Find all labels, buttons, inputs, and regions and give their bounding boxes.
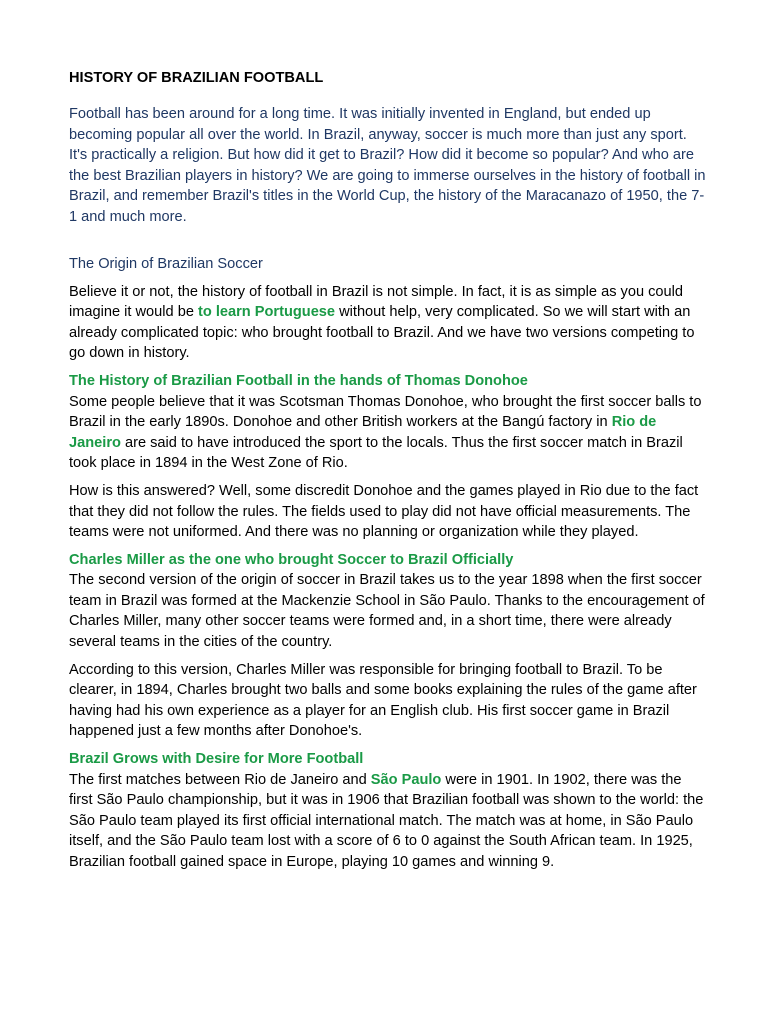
learn-portuguese-link[interactable]: to learn Portuguese <box>198 304 336 321</box>
rio-de-janeiro-link[interactable]: Rio de Janeiro <box>69 414 657 451</box>
document-page <box>69 68 709 880</box>
origin-text-end: without help, very complicated. So we will start with an already complicated topic: who brought football to Brazil. And we have two versions competing to go down in history. <box>69 304 695 362</box>
donohoe-paragraph-1 <box>69 392 709 474</box>
origin-text-start: Believe it or not, the history of football in Brazil is not simple. In fact, it is as simple as you could imagine it would be <box>69 283 684 321</box>
miller-paragraph-2: According to this version, Charles Miller was responsible for bringing football to Brazil. To be clearer, in 1894, Charles brought two balls and some books explaining the rules of the game after having had his own experience as a player for an English club. His first soccer game in Brazil happened just a few months after Donohoe's. <box>69 661 697 740</box>
donohoe-subheading: The History of Brazilian Football in the hands of Thomas Donohoe <box>69 372 528 389</box>
growth-subheading: Brazil Grows with Desire for More Football <box>69 751 364 768</box>
growth-paragraph <box>69 770 709 873</box>
donohoe-text-start: Some people believe that it was Scotsman Thomas Donohoe, who brought the first soccer balls to Brazil in the early 1890s. Donohoe and other British workers at the Bangú factory in <box>69 393 702 431</box>
donohoe-text-end: are said to have introduced the sport to the locals. Thus the first soccer match in Brazil took place in 1894 in the West Zone of Rio. <box>69 434 683 472</box>
donohoe-paragraph-2: How is this answered? Well, some discredit Donohoe and the games played in Rio due to the fact that they did not follow the rules. The fields used to play did not have official measurements. The teams were not uniformed. And there was no planning or organization while they played. <box>69 482 699 541</box>
miller-subheading: Charles Miller as the one who brought Soccer to Brazil Officially <box>69 551 514 568</box>
sao-paulo-link[interactable]: São Paulo <box>370 771 442 788</box>
section-heading: The Origin of Brazilian Soccer <box>69 255 263 272</box>
intro-paragraph: Football has been around for a long time. It was initially invented in England, but ended up becoming popular all over the world. In Brazil, anyway, soccer is much more than just any sport. It's practically a religion. But how did it get to Brazil? How did it become so popular? And who are the best Brazilian players in history? We are going to immerse ourselves in the history of football in Brazil, and remember Brazil's titles in the World Cup, the history of the Maracanazo of 1950, the 7-1 and much more. <box>69 106 706 225</box>
miller-paragraph-1: The second version of the origin of soccer in Brazil takes us to the year 1898 when the first soccer team in Brazil was formed at the Mackenzie School in São Paulo. Thanks to the encouragement of Charles Miller, many other soccer teams were formed and, in a short time, there were already several teams in the cities of the country. <box>69 572 705 651</box>
growth-text-start: The first matches between Rio de Janeiro and <box>69 771 371 788</box>
origin-paragraph <box>69 282 709 364</box>
document-title: HISTORY OF BRAZILIAN FOOTBALL <box>69 70 324 86</box>
growth-text-end: were in 1901. In 1902, there was the first São Paulo championship, but it was in 1906 that Brazilian football was shown to the world: the São Paulo team played its first official international match. The match was at home, in São Paulo itself, and the São Paulo team lost with a score of 6 to 0 against the South African team. In 1925, Brazilian football gained space in Europe, playing 10 games and winning 9. <box>69 771 704 870</box>
